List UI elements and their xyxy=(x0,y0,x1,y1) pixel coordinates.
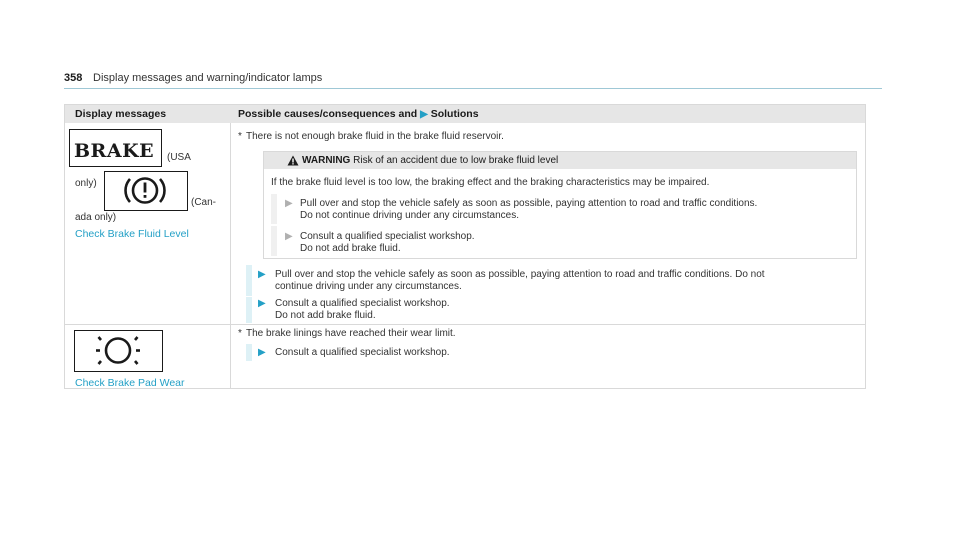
warning-step-bar xyxy=(271,226,277,256)
warning-header xyxy=(264,152,856,169)
arrow-right-icon: ▶ xyxy=(285,231,293,242)
arrow-right-icon: ▶ xyxy=(258,269,266,280)
warning-step-bar xyxy=(271,194,277,224)
usa-label: (USA xyxy=(167,152,191,163)
step-2-line1: Consult a qualified specialist workshop. xyxy=(275,298,450,309)
usa-label-2: only) xyxy=(75,178,97,189)
warning-box xyxy=(263,151,857,259)
brake-text-icon: BRAKE xyxy=(69,129,162,167)
cause-text: There is not enough brake fluid in the brake fluid reservoir. xyxy=(246,131,504,142)
step-1-line2: continue driving under any circumstances. xyxy=(275,281,462,292)
brake-pad-wear-icon xyxy=(74,330,163,372)
warning-title: WARNING Risk of an accident due to low brake fluid level xyxy=(302,155,559,166)
step-bar xyxy=(246,297,252,323)
col-causes-header xyxy=(238,108,479,120)
pad-step-1: Consult a qualified specialist workshop. xyxy=(275,347,450,358)
col-causes-label: Possible causes/consequences and xyxy=(238,108,418,120)
col-display-messages-header: Display messages xyxy=(75,108,167,120)
arrow-right-icon: ▶ xyxy=(258,298,266,309)
row-divider xyxy=(65,324,865,325)
step-1-line1: Pull over and stop the vehicle safely as soon as possible, paying attention to road and traffic conditions. Do not xyxy=(275,269,765,280)
warning-step-2-line2: Do not add brake fluid. xyxy=(300,243,401,254)
footnote-marker: * xyxy=(238,131,242,142)
canada-label: (Can- xyxy=(191,197,217,208)
col-solutions-label: Solutions xyxy=(430,108,479,120)
header-rule xyxy=(64,88,882,89)
footnote-marker: * xyxy=(238,328,242,339)
page-title: Display messages and warning/indicator lamps xyxy=(93,72,323,84)
step-2-line2: Do not add brake fluid. xyxy=(275,310,376,321)
arrow-right-icon: ▶ xyxy=(285,198,293,209)
column-divider xyxy=(230,123,231,389)
page-number: 358 xyxy=(64,72,83,84)
step-bar xyxy=(246,265,252,296)
check-brake-fluid-message: Check Brake Fluid Level xyxy=(75,228,189,240)
warning-step-2-line1: Consult a qualified specialist workshop. xyxy=(300,231,475,242)
arrow-right-icon: ▶ xyxy=(258,347,266,358)
warning-triangle-icon xyxy=(287,155,299,166)
check-brake-pad-wear-message: Check Brake Pad Wear xyxy=(75,377,185,389)
warning-body: If the brake fluid level is too low, the braking effect and the braking characteristics may be impaired. xyxy=(271,177,710,188)
warning-step-1-line1: Pull over and stop the vehicle safely as soon as possible, paying attention to road and traffic conditions. xyxy=(300,198,758,209)
page-header xyxy=(64,72,882,88)
step-bar xyxy=(246,344,252,361)
pad-cause-text: The brake linings have reached their wear limit. xyxy=(246,328,456,339)
table-header xyxy=(65,105,865,123)
messages-table xyxy=(64,104,866,389)
canada-label-2: ada only) xyxy=(75,212,117,223)
warning-step-1-line2: Do not continue driving under any circumstances. xyxy=(300,210,520,221)
arrow-right-icon: ▶ xyxy=(420,109,428,120)
parking-brake-icon xyxy=(104,171,188,211)
